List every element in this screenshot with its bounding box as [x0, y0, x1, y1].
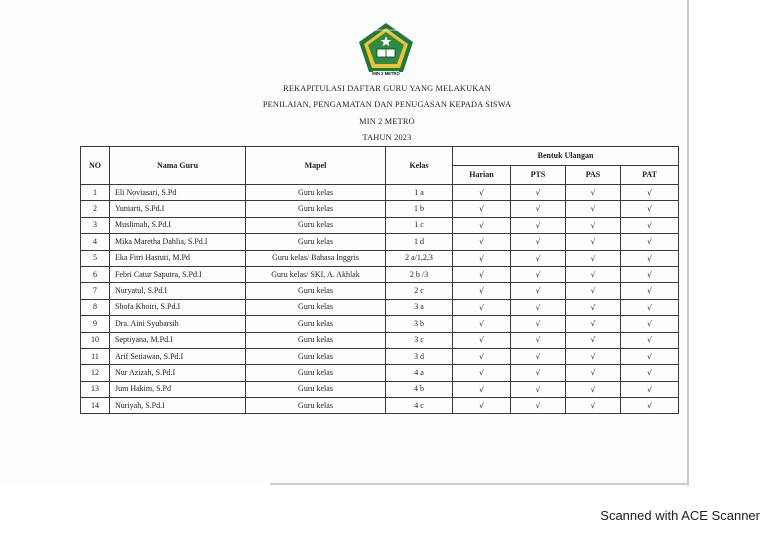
cell-no: 13 — [81, 381, 110, 397]
cell-mapel: Guru kelas/ SKI, A. Akhlak — [246, 266, 386, 282]
header-pts: PTS — [511, 166, 566, 185]
check-pas: √ — [566, 348, 621, 364]
cell-nama-guru: Eka Fitri Hastuti, M.Pd — [110, 250, 246, 266]
check-pat: √ — [621, 332, 679, 348]
check-pat: √ — [621, 365, 679, 381]
check-pas: √ — [566, 365, 621, 381]
check-harian: √ — [453, 381, 511, 397]
cell-no: 14 — [81, 398, 110, 414]
check-pts: √ — [511, 217, 566, 233]
cell-kelas: 2 a/1,2,3 — [386, 250, 453, 266]
cell-nama-guru: Arif Setiawan, S.Pd.I — [110, 348, 246, 364]
check-pat: √ — [621, 250, 679, 266]
scanner-watermark: Scanned with ACE Scanner — [600, 508, 760, 523]
cell-kelas: 2 b /3 — [386, 266, 453, 282]
check-pts: √ — [511, 299, 566, 315]
cell-no: 12 — [81, 365, 110, 381]
cell-no: 6 — [81, 266, 110, 282]
check-pts: √ — [511, 348, 566, 364]
check-pat: √ — [621, 381, 679, 397]
check-harian: √ — [453, 348, 511, 364]
cell-no: 4 — [81, 234, 110, 250]
check-pat: √ — [621, 201, 679, 217]
check-pts: √ — [511, 283, 566, 299]
table-row — [81, 299, 679, 315]
logo-top-text: KEMENTERIAN AGAMA — [373, 30, 399, 33]
cell-mapel: Guru kelas — [246, 398, 386, 414]
check-harian: √ — [453, 185, 511, 201]
header-pat: PAT — [621, 166, 679, 185]
check-pts: √ — [511, 185, 566, 201]
header-pas: PAS — [566, 166, 621, 185]
cell-mapel: Guru kelas/ Bahasa Inggris — [246, 250, 386, 266]
check-harian: √ — [453, 234, 511, 250]
table-row — [81, 283, 679, 299]
cell-kelas: 3 a — [386, 299, 453, 315]
document-year: TAHUN 2023 — [362, 133, 412, 142]
table-row — [81, 316, 679, 332]
check-harian: √ — [453, 217, 511, 233]
header-bentuk-ulangan: Bentuk Ulangan — [453, 147, 679, 166]
check-harian: √ — [453, 283, 511, 299]
cell-no: 11 — [81, 348, 110, 364]
check-pas: √ — [566, 316, 621, 332]
check-pts: √ — [511, 398, 566, 414]
cell-mapel: Guru kelas — [246, 234, 386, 250]
cell-mapel: Guru kelas — [246, 381, 386, 397]
check-pts: √ — [511, 381, 566, 397]
page-edge-bottom — [270, 483, 689, 485]
cell-kelas: 3 c — [386, 332, 453, 348]
cell-nama-guru: Febri Catur Saputra, S.Pd.I — [110, 266, 246, 282]
check-pts: √ — [511, 266, 566, 282]
cell-mapel: Guru kelas — [246, 348, 386, 364]
check-harian: √ — [453, 316, 511, 332]
check-harian: √ — [453, 299, 511, 315]
cell-kelas: 1 b — [386, 201, 453, 217]
cell-mapel: Guru kelas — [246, 299, 386, 315]
table-row — [81, 398, 679, 414]
cell-kelas: 4 c — [386, 398, 453, 414]
cell-kelas: 2 c — [386, 283, 453, 299]
header-harian: Harian — [453, 166, 511, 185]
cell-no: 8 — [81, 299, 110, 315]
cell-nama-guru: Dra. Aini Syubarsih — [110, 316, 246, 332]
header-mapel: Mapel — [246, 147, 386, 185]
table-row — [81, 250, 679, 266]
cell-mapel: Guru kelas — [246, 332, 386, 348]
cell-nama-guru: Nuriyah, S.Pd.I — [110, 398, 246, 414]
cell-mapel: Guru kelas — [246, 217, 386, 233]
table-row — [81, 217, 679, 233]
cell-kelas: 1 d — [386, 234, 453, 250]
check-pas: √ — [566, 234, 621, 250]
check-pat: √ — [621, 234, 679, 250]
check-pas: √ — [566, 266, 621, 282]
check-pat: √ — [621, 185, 679, 201]
header-kelas: Kelas — [386, 147, 453, 185]
cell-nama-guru: Yuniarti, S.Pd.I — [110, 201, 246, 217]
check-pat: √ — [621, 348, 679, 364]
check-pts: √ — [511, 316, 566, 332]
cell-nama-guru: Shofa Khoiri, S.Pd.I — [110, 299, 246, 315]
check-pas: √ — [566, 332, 621, 348]
cell-no: 9 — [81, 316, 110, 332]
check-harian: √ — [453, 250, 511, 266]
check-pat: √ — [621, 266, 679, 282]
cell-nama-guru: Eli Noviasari, S.Pd — [110, 185, 246, 201]
check-pts: √ — [511, 201, 566, 217]
kemenag-emblem-icon — [357, 22, 415, 76]
cell-kelas: 1 a — [386, 185, 453, 201]
check-pat: √ — [621, 398, 679, 414]
check-pas: √ — [566, 283, 621, 299]
cell-kelas: 1 c — [386, 217, 453, 233]
check-harian: √ — [453, 365, 511, 381]
check-pat: √ — [621, 316, 679, 332]
cell-kelas: 4 b — [386, 381, 453, 397]
check-pts: √ — [511, 365, 566, 381]
table-row — [81, 381, 679, 397]
teacher-recap-table — [80, 146, 679, 414]
cell-mapel: Guru kelas — [246, 185, 386, 201]
table-row — [81, 234, 679, 250]
check-pas: √ — [566, 398, 621, 414]
logo-caption: MIN 2 METRO — [372, 71, 400, 76]
check-pts: √ — [511, 250, 566, 266]
cell-mapel: Guru kelas — [246, 283, 386, 299]
header-nama-guru: Nama Guru — [110, 147, 246, 185]
cell-nama-guru: Mika Maretha Dahlia, S.Pd.I — [110, 234, 246, 250]
header-no: NO — [81, 147, 110, 185]
cell-kelas: 3 d — [386, 348, 453, 364]
check-harian: √ — [453, 201, 511, 217]
check-harian: √ — [453, 266, 511, 282]
cell-mapel: Guru kelas — [246, 316, 386, 332]
table-row — [81, 348, 679, 364]
document-title-line-1: REKAPITULASI DAFTAR GURU YANG MELAKUKAN — [283, 84, 491, 93]
cell-no: 1 — [81, 185, 110, 201]
check-pas: √ — [566, 299, 621, 315]
table-row — [81, 266, 679, 282]
cell-nama-guru: Nuryatul, S.Pd.I — [110, 283, 246, 299]
cell-nama-guru: Jum Hakim, S.Pd — [110, 381, 246, 397]
cell-kelas: 4 a — [386, 365, 453, 381]
cell-no: 5 — [81, 250, 110, 266]
check-pat: √ — [621, 283, 679, 299]
check-pas: √ — [566, 185, 621, 201]
cell-mapel: Guru kelas — [246, 201, 386, 217]
cell-mapel: Guru kelas — [246, 365, 386, 381]
check-pas: √ — [566, 250, 621, 266]
cell-nama-guru: Nur Azizah, S.Pd.I — [110, 365, 246, 381]
check-pat: √ — [621, 299, 679, 315]
cell-no: 3 — [81, 217, 110, 233]
table-row — [81, 201, 679, 217]
cell-kelas: 3 b — [386, 316, 453, 332]
table-row — [81, 365, 679, 381]
cell-nama-guru: Septiyana, M.Pd.I — [110, 332, 246, 348]
check-pts: √ — [511, 234, 566, 250]
cell-nama-guru: Muslimah, S.Pd.I — [110, 217, 246, 233]
check-pts: √ — [511, 332, 566, 348]
cell-no: 2 — [81, 201, 110, 217]
check-pas: √ — [566, 201, 621, 217]
cell-no: 7 — [81, 283, 110, 299]
document-title-line-2: PENILAIAN, PENGAMATAN DAN PENUGASAN KEPADA SISWA — [262, 100, 512, 109]
table-row — [81, 185, 679, 201]
check-harian: √ — [453, 332, 511, 348]
check-pas: √ — [566, 381, 621, 397]
check-harian: √ — [453, 398, 511, 414]
cell-no: 10 — [81, 332, 110, 348]
table-row — [81, 332, 679, 348]
check-pas: √ — [566, 217, 621, 233]
check-pat: √ — [621, 217, 679, 233]
page-edge-right — [687, 0, 689, 486]
document-school-name: MIN 2 METRO — [359, 117, 415, 126]
